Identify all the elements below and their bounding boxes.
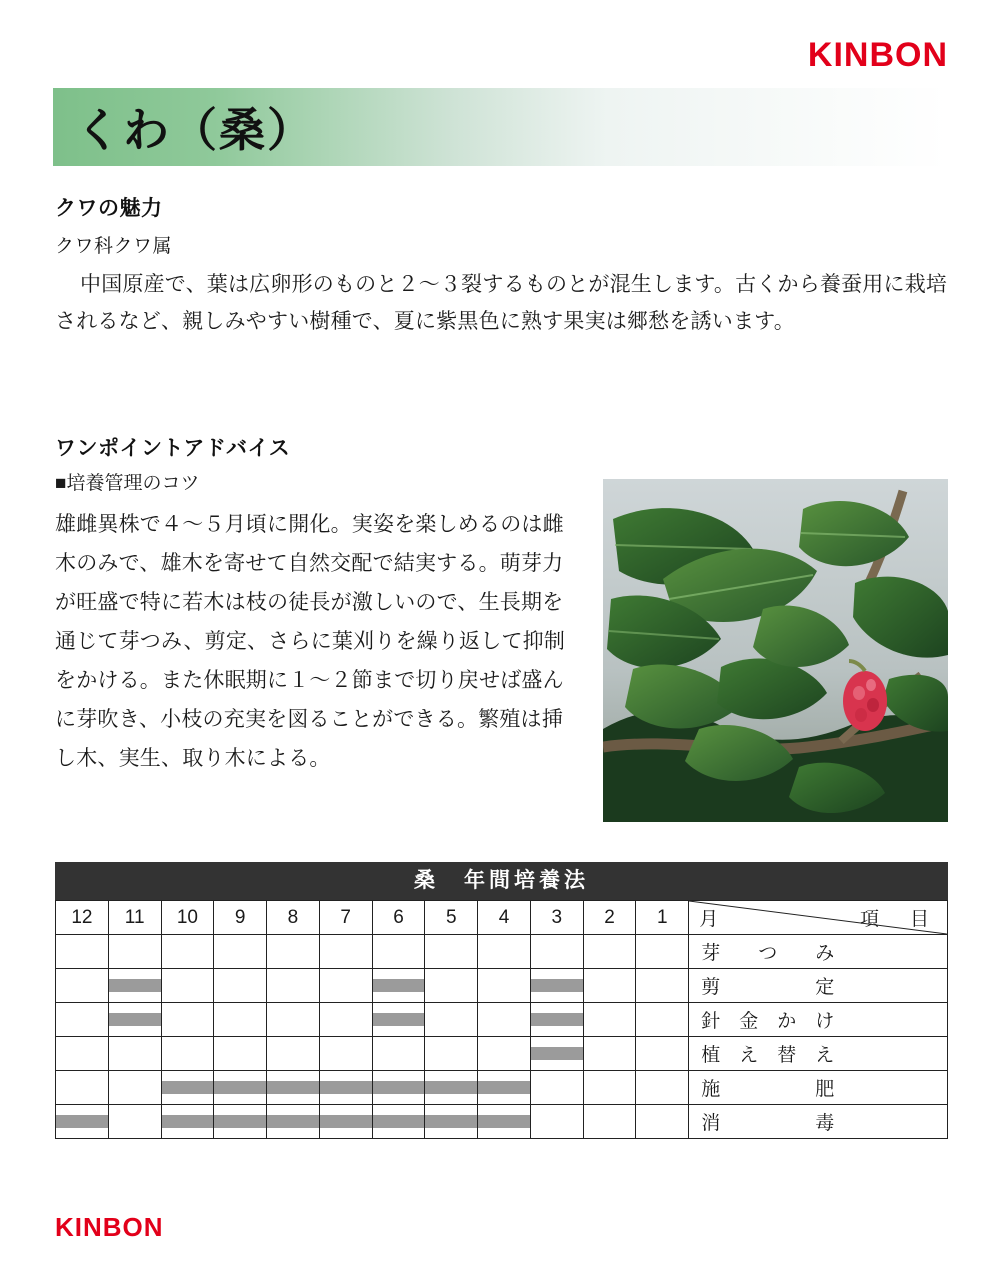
calendar-cell: [214, 1105, 267, 1139]
calendar-cell: [425, 1105, 478, 1139]
schedule-bar: [56, 1115, 108, 1128]
page-title-banner: [53, 88, 947, 166]
table-row: [56, 1037, 948, 1071]
calendar-cell: [478, 1071, 531, 1105]
month-header: 3: [530, 901, 583, 935]
month-header: 7: [319, 901, 372, 935]
calendar-cell: [636, 1071, 689, 1105]
schedule-bar: [531, 1013, 583, 1026]
calendar-cell: [56, 1105, 109, 1139]
schedule-bar: [267, 1081, 319, 1094]
calendar-cell: [214, 969, 267, 1003]
brand-logo-top: KINBON: [807, 36, 948, 74]
calendar-cell: [583, 1105, 636, 1139]
calendar-cell: [214, 1037, 267, 1071]
calendar-cell: [267, 935, 320, 969]
schedule-bar: [373, 979, 425, 992]
calendar-cell: [583, 1003, 636, 1037]
calendar-cell: [108, 969, 161, 1003]
calendar-cell: [267, 1071, 320, 1105]
calendar-cell: [56, 1003, 109, 1037]
calendar-cell: [372, 1071, 425, 1105]
schedule-bar: [267, 1115, 319, 1128]
month-header: 2: [583, 901, 636, 935]
calendar-cell: [319, 1105, 372, 1139]
calendar-cell: [108, 1037, 161, 1071]
table-row: [56, 1105, 948, 1139]
calendar-cell: [636, 935, 689, 969]
row-label-repotting: 植 え 替 え: [689, 1037, 948, 1071]
calendar-cell: [583, 935, 636, 969]
calendar-cell: [56, 1037, 109, 1071]
calendar-cell: [372, 1003, 425, 1037]
calendar-cell: [372, 1037, 425, 1071]
schedule-bar: [162, 1081, 214, 1094]
mulberry-photo-illustration: [603, 479, 948, 822]
calendar-cell: [478, 1037, 531, 1071]
calendar-cell: [267, 1037, 320, 1071]
calendar-cell: [214, 935, 267, 969]
schedule-bar: [478, 1115, 530, 1128]
schedule-bar: [109, 979, 161, 992]
schedule-bar: [531, 1047, 583, 1060]
calendar-cell: [425, 1003, 478, 1037]
calendar-cell: [425, 1037, 478, 1071]
section-heading-advice: ワンポイントアドバイス: [55, 437, 291, 460]
calendar-cell: [478, 1105, 531, 1139]
calendar-cell: [319, 1071, 372, 1105]
row-label-budpinch: 芽 つ み: [689, 935, 948, 969]
calendar-cell: [56, 1071, 109, 1105]
calendar-cell: [478, 1003, 531, 1037]
calendar-cell: [108, 1003, 161, 1037]
calendar-cell: [161, 935, 214, 969]
section-body-advice: 雄雌異株で４〜５月頃に開化。実姿を楽しめるのは雌木のみで、雄木を寄せて自然交配で結実する。萌芽力が旺盛で特に若木は枝の徒長が激しいので、生長期を通じて芽つみ、剪定、さらに葉刈りを繰り返して抑制をかける。また休眠期に１〜２節まで切り戻せば盛んに芽吹き、小枝の充実を図ることができる。繁殖は挿し木、実生、取り木による。: [55, 513, 566, 770]
table-row: [56, 1003, 948, 1037]
calendar-cell: [372, 1105, 425, 1139]
calendar-cell: [214, 1003, 267, 1037]
section-heading-charm: クワの魅力: [55, 197, 163, 220]
calendar-cell: [161, 1071, 214, 1105]
corner-label-item: 項 目: [859, 909, 935, 930]
month-header: 9: [214, 901, 267, 935]
month-header: 5: [425, 901, 478, 935]
calendar-cell: [478, 935, 531, 969]
calendar-caption: 桑 年間培養法: [55, 862, 948, 900]
month-header: 8: [267, 901, 320, 935]
row-label-fertilizer: 施 肥: [689, 1071, 948, 1105]
month-header: 4: [478, 901, 531, 935]
annual-care-calendar: [55, 862, 948, 1139]
month-header: 1: [636, 901, 689, 935]
calendar-cell: [530, 1037, 583, 1071]
schedule-bar: [373, 1013, 425, 1026]
row-label-wiring: 針 金 か け: [689, 1003, 948, 1037]
schedule-bar: [478, 1081, 530, 1094]
table-row: [56, 969, 948, 1003]
row-label-pestcontrol: 消 毒: [689, 1105, 948, 1139]
mulberry-photo: [603, 479, 948, 822]
schedule-bar: [320, 1115, 372, 1128]
calendar-cell: [108, 935, 161, 969]
section-body-charm: 中国原産で、葉は広卵形のものと２〜３裂するものとが混生します。古くから養蚕用に栽培されるなど、親しみやすい樹種で、夏に紫黒色に熟す果実は郷愁を誘います。: [55, 273, 948, 333]
calendar-cell: [583, 969, 636, 1003]
schedule-bar: [425, 1081, 477, 1094]
month-header: 11: [108, 901, 161, 935]
calendar-cell: [636, 969, 689, 1003]
calendar-cell: [425, 935, 478, 969]
schedule-bar: [531, 979, 583, 992]
calendar-cell: [267, 969, 320, 1003]
calendar-cell: [530, 935, 583, 969]
brand-logo-bottom: KINBON: [55, 1212, 164, 1242]
calendar-cell: [425, 969, 478, 1003]
calendar-cell: [267, 1003, 320, 1037]
calendar-cell: [530, 969, 583, 1003]
calendar-cell: [161, 1037, 214, 1071]
calendar-cell: [214, 1071, 267, 1105]
calendar-cell: [56, 969, 109, 1003]
calendar-cell: [108, 1105, 161, 1139]
calendar-corner-cell: [689, 901, 948, 935]
calendar-cell: [530, 1071, 583, 1105]
calendar-cell: [372, 935, 425, 969]
calendar-cell: [583, 1071, 636, 1105]
calendar-cell: [530, 1003, 583, 1037]
calendar-cell: [161, 1105, 214, 1139]
calendar-cell: [583, 1037, 636, 1071]
month-header: 10: [161, 901, 214, 935]
calendar-cell: [530, 1105, 583, 1139]
table-row: [56, 1071, 948, 1105]
schedule-bar: [373, 1115, 425, 1128]
calendar-cell: [319, 935, 372, 969]
corner-label-month: 月: [699, 909, 719, 930]
calendar-cell: [319, 969, 372, 1003]
section-subheading-advice: ■培養管理のコツ: [55, 473, 200, 494]
calendar-cell: [319, 1037, 372, 1071]
calendar-cell: [636, 1105, 689, 1139]
schedule-bar: [162, 1115, 214, 1128]
schedule-bar: [373, 1081, 425, 1094]
calendar-cell: [267, 1105, 320, 1139]
calendar-cell: [161, 969, 214, 1003]
calendar-cell: [319, 1003, 372, 1037]
calendar-cell: [56, 935, 109, 969]
calendar-cell: [636, 1037, 689, 1071]
calendar-cell: [108, 1071, 161, 1105]
calendar-header-row: [56, 901, 948, 935]
row-label-pruning: 剪 定: [689, 969, 948, 1003]
schedule-bar: [425, 1115, 477, 1128]
table-row: [56, 935, 948, 969]
calendar-cell: [161, 1003, 214, 1037]
calendar-cell: [478, 969, 531, 1003]
calendar-cell: [372, 969, 425, 1003]
calendar-cell: [425, 1071, 478, 1105]
section-subheading-charm: クワ科クワ属: [55, 236, 173, 257]
schedule-bar: [320, 1081, 372, 1094]
month-header: 6: [372, 901, 425, 935]
page-title: くわ（桑）: [75, 103, 315, 157]
calendar-body: [56, 901, 948, 1139]
month-header: 12: [56, 901, 109, 935]
schedule-bar: [109, 1013, 161, 1026]
calendar-cell: [636, 1003, 689, 1037]
schedule-bar: [214, 1115, 266, 1128]
schedule-bar: [214, 1081, 266, 1094]
